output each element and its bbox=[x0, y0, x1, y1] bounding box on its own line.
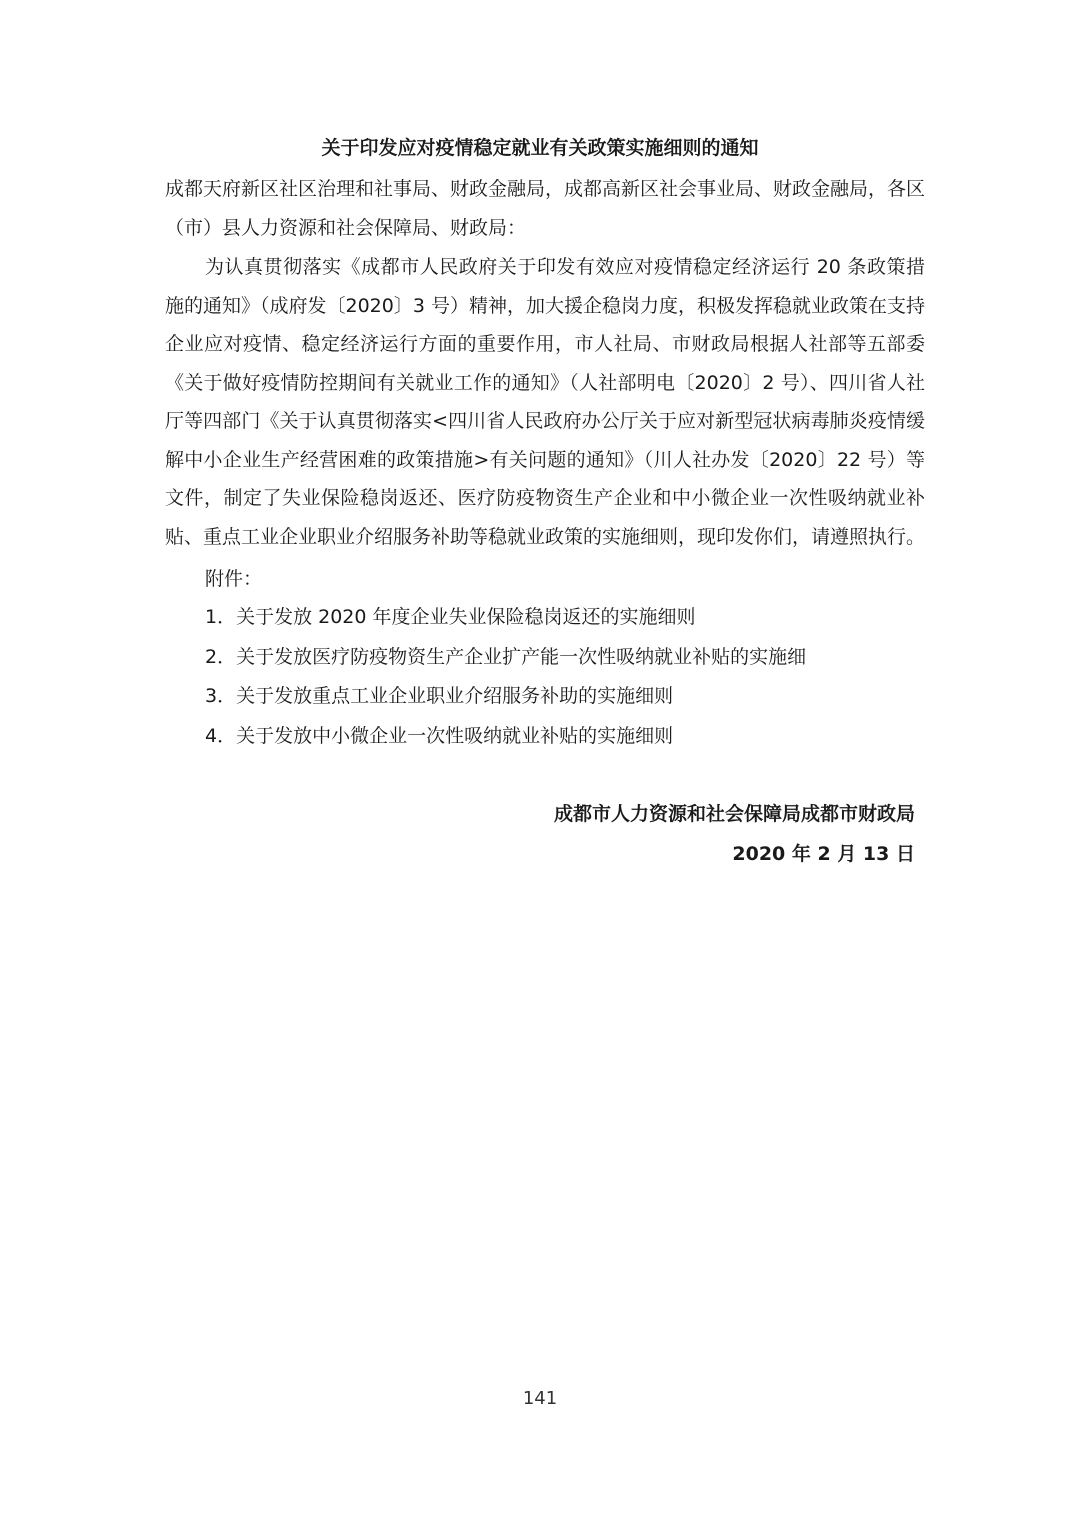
attachment-item: 1．关于发放 2020 年度企业失业保险稳岗返还的实施细则 bbox=[205, 606, 696, 628]
attachment-item: 4．关于发放中小微企业一次性吸纳就业补贴的实施细则 bbox=[205, 724, 674, 747]
attachment-item: 3．关于发放重点工业企业职业介绍服务补助的实施细则 bbox=[205, 685, 674, 707]
signature-organization: 成都市人力资源和社会保障局成都市财政局 bbox=[553, 803, 915, 825]
signature-date: 2020 年 2 月 13 日 bbox=[732, 843, 915, 865]
attachments-label: 附件： bbox=[205, 568, 263, 590]
body-paragraph: 为认真贯彻落实《成都市人民政府关于印发有效应对疫情稳定经济运行 20 条政策措施的通知》（成府发〔2020〕3 号）精神，加大援企稳岗力度，积极发挥稳就业政策在支持企业应对疫情、稳定经济运行方面的重要作用，市人社局、市财政局根据人社部等五部委《关于做好疫情防控期间有关就业工作的通知》（人社部明电〔2020〕2 号）、四川省人社厅等四部门《关于认真贯彻落实<四川省人民政府办公厅关于应对新型冠状病毒肺炎疫情缓解中小企业生产经营困难的政策措施>有关问题的通知》（川人社办发〔2020〕22 号）等文件，制定了失业保险稳岗返还、医疗防疫物资生产企业和中小微企业一次性吸纳就业补贴、重点工业企业职业介绍服务补助等稳就业政策的实施细则，现印发你们，请遵照执行。 bbox=[165, 256, 926, 548]
page-number: 141 bbox=[522, 1388, 558, 1409]
attachments-list bbox=[205, 598, 925, 756]
attachment-item: 2．关于发放医疗防疫物资生产企业扩产能一次性吸纳就业补贴的实施细 bbox=[205, 645, 807, 668]
addressee-paragraph: 成都天府新区社区治理和社事局、财政金融局，成都高新区社会事业局、财政金融局，各区（市）县人力资源和社会保障局、财政局： bbox=[165, 178, 926, 239]
document-title: 关于印发应对疫情稳定就业有关政策实施细则的通知 bbox=[321, 137, 759, 159]
